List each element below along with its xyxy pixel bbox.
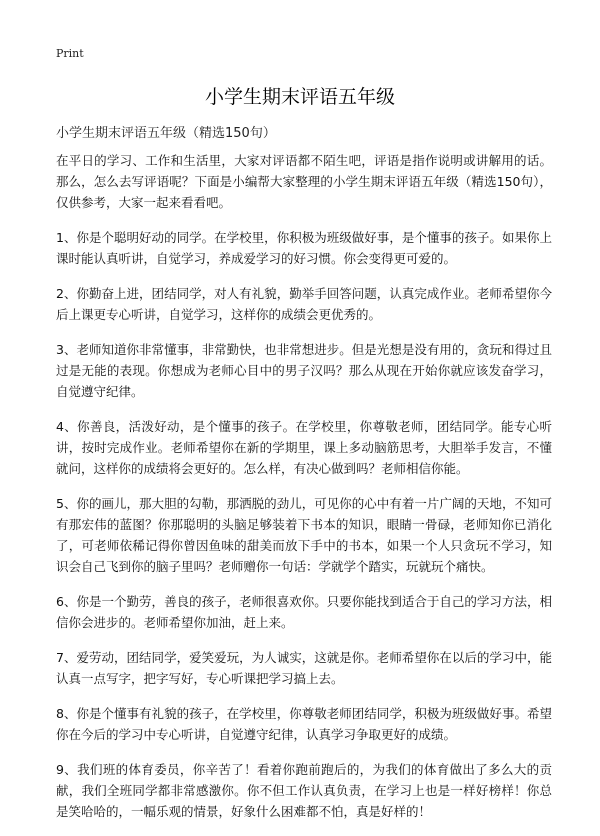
comment-item-6: 6、你是一个勤劳，善良的孩子，老师很喜欢你。只要你能找到适合于自己的学习方法，相信你会进步的。老师希望你加油，赶上来。 (56, 594, 552, 630)
comment-item-4: 4、你善良，活泼好动，是个懂事的孩子。在学校里，你尊敬老师，团结同学。能专心听讲，按时完成作业。老师希望你在新的学期里，课上多动脑筋思考，大胆举手发言，不懂就问，这样你的成绩将会更好的。怎么样，有决心做到吗？老师相信你能。 (56, 419, 552, 476)
document-subtitle: 小学生期末评语五年级（精选150句） (56, 126, 276, 141)
document-body (56, 150, 552, 836)
comment-item-9: 9、我们班的体育委员，你辛苦了！看着你跑前跑后的，为我们的体育做出了多么大的贡献，我们全班同学都非常感激你。你不但工作认真负责，在学习上也是一样好榜样！你总是笑哈哈的，一幅乐观的情景，好象什么困难都不怕，真是好样的！ (56, 762, 552, 819)
comment-item-2: 2、你勤奋上进，团结同学，对人有礼貌，勤举手回答问题，认真完成作业。老师希望你今后上课更专心听讲，自觉学习，这样你的成绩会更优秀的。 (56, 286, 552, 322)
comment-item-5: 5、你的画儿，那大胆的勾勒，那洒脱的劲儿，可见你的心中有着一片广阔的天地，不知可有那宏伟的蓝图？你那聪明的头脑足够装着下书本的知识，眼睛一骨碌，老师知你已消化了，可老师依稀记得你曾因鱼味的甜美而放下手中的书本，如果一个人只贪玩不学习，知识会自己飞到你的脑子里吗？老师赠你一句话：学就学个踏实，玩就玩个痛快。 (56, 496, 552, 574)
intro-paragraph: 在平日的学习、工作和生活里，大家对评语都不陌生吧，评语是指作说明或讲解用的话。那么，怎么去写评语呢？下面是小编帮大家整理的小学生期末评语五年级（精选150句），仅供参考，大家一起来看看吧。 (56, 153, 552, 210)
page-title: 小学生期末评语五年级 (204, 86, 395, 108)
comment-item-1: 1、你是个聪明好动的同学。在学校里，你积极为班级做好事，是个懂事的孩子。如果你上课时能认真听讲，自觉学习，养成爱学习的好习惯。你会变得更可爱的。 (56, 230, 552, 266)
comment-item-3: 3、老师知道你非常懂事，非常勤快，也非常想进步。但是光想是没有用的，贪玩和得过且过是无能的表现。你想成为老师心目中的男子汉吗？那么从现在开始你就应该发奋学习，自觉遵守纪律。 (56, 342, 552, 399)
comment-item-7: 7、爱劳动，团结同学，爱笑爱玩，为人诚实，这就是你。老师希望你在以后的学习中，能认真一点写字，把字写好，专心听课把学习搞上去。 (56, 650, 552, 686)
comment-item-8: 8、你是个懂事有礼貌的孩子，在学校里，你尊敬老师团结同学，积极为班级做好事。希望你在今后的学习中专心听讲，自觉遵守纪律，认真学习争取更好的成绩。 (56, 706, 552, 742)
print-link[interactable]: Print (56, 47, 84, 60)
